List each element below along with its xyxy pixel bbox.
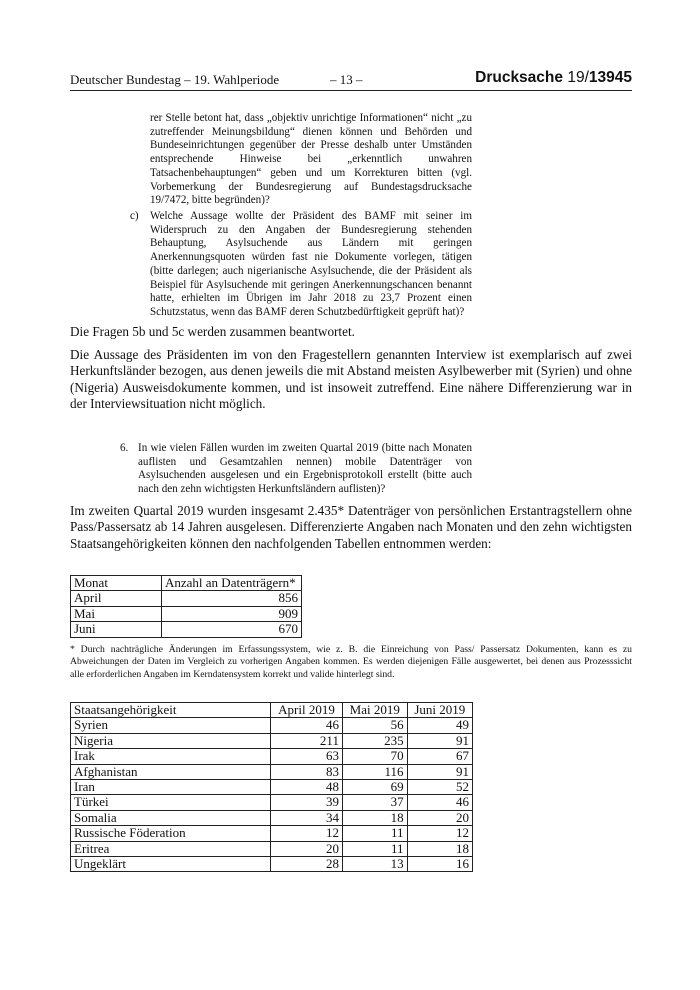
question-5c-label: c) bbox=[130, 210, 139, 222]
table-cell: 670 bbox=[162, 622, 302, 637]
table-row bbox=[71, 841, 473, 856]
table-row bbox=[71, 718, 473, 733]
table-cell: 46 bbox=[271, 718, 343, 733]
table-cell: Afghanistan bbox=[71, 764, 271, 779]
table-cell: Syrien bbox=[71, 718, 271, 733]
table-cell: 48 bbox=[271, 780, 343, 795]
answer-5-intro: Die Fragen 5b und 5c werden zusammen beantwortet. bbox=[70, 324, 355, 339]
question-5b-text: rer Stelle betont hat, dass „objektiv unrichtige Informationen“ nicht „zu zutreffender Meinungsbildung“ dienen können und Behörden und Bundeseinrichtungen gegenüber der Presse deshalb unter Umständen entsprechende Hinweise bei „erkenntlich unwahren Tatsachenbehauptungen“ geben und um Korrekturen bitten (vgl. Vorbemerkung der Bundesregierung auf Bundestagsdrucksache 19/7472, bitte begründen)? bbox=[150, 112, 472, 207]
table-cell: 20 bbox=[271, 841, 343, 856]
table-cell: Ungeklärt bbox=[71, 857, 271, 872]
table-cell: 91 bbox=[407, 733, 472, 748]
table-cell: 56 bbox=[342, 718, 407, 733]
table-row bbox=[71, 780, 473, 795]
table-row bbox=[71, 733, 473, 748]
question-6 bbox=[138, 442, 472, 497]
document-number-main: 13945 bbox=[588, 69, 632, 86]
table-cell: 18 bbox=[407, 841, 472, 856]
table-countries bbox=[70, 702, 473, 872]
table-row bbox=[71, 795, 473, 810]
table-cell: 28 bbox=[271, 857, 343, 872]
table-header-cell: Anzahl an Datenträgern* bbox=[162, 576, 302, 591]
table-cell: 116 bbox=[342, 764, 407, 779]
table-row bbox=[71, 622, 302, 637]
table-cell: 11 bbox=[342, 826, 407, 841]
document-label: Drucksache bbox=[475, 69, 564, 86]
table-cell: 856 bbox=[162, 591, 302, 606]
table-cell: Juni bbox=[71, 622, 162, 637]
table-cell: 235 bbox=[342, 733, 407, 748]
question-5b-continuation bbox=[150, 112, 472, 208]
table-row bbox=[71, 764, 473, 779]
answer-5-body: Die Aussage des Präsidenten im von den Fragestellern genannten Interview ist exemplarisch auf zwei Herkunftsländer bezogen, aus denen jeweils die mit Abstand meisten Asylbewerber mit (Syrien) und ohne (Nigeria) Ausweisdokumente kommen, und ist insoweit zutreffend. Eine nähere Differenzierung war in der Interviewsituation nicht möglich. bbox=[70, 347, 632, 412]
header-rule bbox=[70, 90, 632, 91]
document-number-prefix: 19/ bbox=[567, 69, 589, 86]
table-cell: 67 bbox=[407, 749, 472, 764]
table-cell: 12 bbox=[271, 826, 343, 841]
table-header-cell: Staatsangehörigkeit bbox=[71, 703, 271, 718]
table-cell: Irak bbox=[71, 749, 271, 764]
question-5c bbox=[150, 210, 472, 320]
table-cell: 211 bbox=[271, 733, 343, 748]
table-row bbox=[71, 606, 302, 621]
table-cell: 18 bbox=[342, 810, 407, 825]
table-header-row bbox=[71, 703, 473, 718]
table-header-row bbox=[71, 576, 302, 591]
table-row bbox=[71, 857, 473, 872]
table-header-cell: Juni 2019 bbox=[407, 703, 472, 718]
table-cell: 49 bbox=[407, 718, 472, 733]
table-header-cell: Mai 2019 bbox=[342, 703, 407, 718]
table-cell: 16 bbox=[407, 857, 472, 872]
table-row bbox=[71, 749, 473, 764]
page-number: – 13 – bbox=[330, 72, 363, 87]
question-5c-text: Welche Aussage wollte der Präsident des BAMF mit seiner im Widerspruch zu den Angaben der Bundesregierung stehenden Behauptung, Asylsuchende aus Ländern mit geringen Anerkennungsquoten würden fast nie Dokumente vorlegen, tätigen (bitte darlegen; auch nigerianische Asylsuchende, die der Präsident als Beispiel für Asylsuchende mit geringen Anerkennungschancen benannt hatte, erhielten im Übrigen im Jahr 2018 zu 23,7 Prozent einen Schutzstatus, wenn das BAMF deren Schutzbedürftigkeit geprüft hat)? bbox=[150, 210, 472, 318]
table-cell: 37 bbox=[342, 795, 407, 810]
table-cell: 909 bbox=[162, 606, 302, 621]
table-cell: 83 bbox=[271, 764, 343, 779]
table-header-cell: Monat bbox=[71, 576, 162, 591]
table-cell: Türkei bbox=[71, 795, 271, 810]
table-cell: 52 bbox=[407, 780, 472, 795]
table-row bbox=[71, 810, 473, 825]
table-cell: 11 bbox=[342, 841, 407, 856]
table-cell: 70 bbox=[342, 749, 407, 764]
table-months bbox=[70, 575, 302, 638]
table-cell: 20 bbox=[407, 810, 472, 825]
header-parliament: Deutscher Bundestag – 19. Wahlperiode bbox=[70, 72, 280, 87]
table-cell: Iran bbox=[71, 780, 271, 795]
table-cell: 39 bbox=[271, 795, 343, 810]
table-cell: 46 bbox=[407, 795, 472, 810]
table-cell: April bbox=[71, 591, 162, 606]
table-cell: 12 bbox=[407, 826, 472, 841]
footnote: * Durch nachträgliche Änderungen im Erfassungssystem, wie z. B. die Einreichung von Pass/ Passersatz Dokumenten, kann es zu Abweichungen der Daten im Vergleich zu vorherigen Angaben kommen. Es werden diejenigen Fälle ausgewertet, bei denen aus Prozesssicht alle erforderlichen Angaben im Kerndatensystem korrekt und valide hinterlegt sind. bbox=[70, 644, 632, 680]
table-row bbox=[71, 591, 302, 606]
question-6-text: In wie vielen Fällen wurden im zweiten Quartal 2019 (bitte nach Monaten auflisten und Gesamtzahlen nennen) mobile Datenträger von Asylsuchenden ausgelesen und ein Ergebnisprotokoll erstellt (bitte auch nach den zehn wichtigsten Herkunftsländern auflisten)? bbox=[138, 442, 472, 496]
table-cell: Somalia bbox=[71, 810, 271, 825]
table-cell: Eritrea bbox=[71, 841, 271, 856]
table-cell: 13 bbox=[342, 857, 407, 872]
document-number bbox=[475, 69, 632, 87]
table-cell: Mai bbox=[71, 606, 162, 621]
table-cell: 91 bbox=[407, 764, 472, 779]
table-cell: Russische Föderation bbox=[71, 826, 271, 841]
table-header-cell: April 2019 bbox=[271, 703, 343, 718]
answer-6: Im zweiten Quartal 2019 wurden insgesamt 2.435* Datenträger von persönlichen Erstantragstellern ohne Pass/Passersatz ab 14 Jahren ausgelesen. Differenzierte Angaben nach Monaten und den zehn wichtigsten Staatsangehörigkeiten können den nachfolgenden Tabellen entnommen werden: bbox=[70, 503, 632, 551]
question-6-label: 6. bbox=[120, 442, 129, 454]
table-row bbox=[71, 826, 473, 841]
table-cell: 63 bbox=[271, 749, 343, 764]
table-cell: 34 bbox=[271, 810, 343, 825]
table-cell: 69 bbox=[342, 780, 407, 795]
table-cell: Nigeria bbox=[71, 733, 271, 748]
